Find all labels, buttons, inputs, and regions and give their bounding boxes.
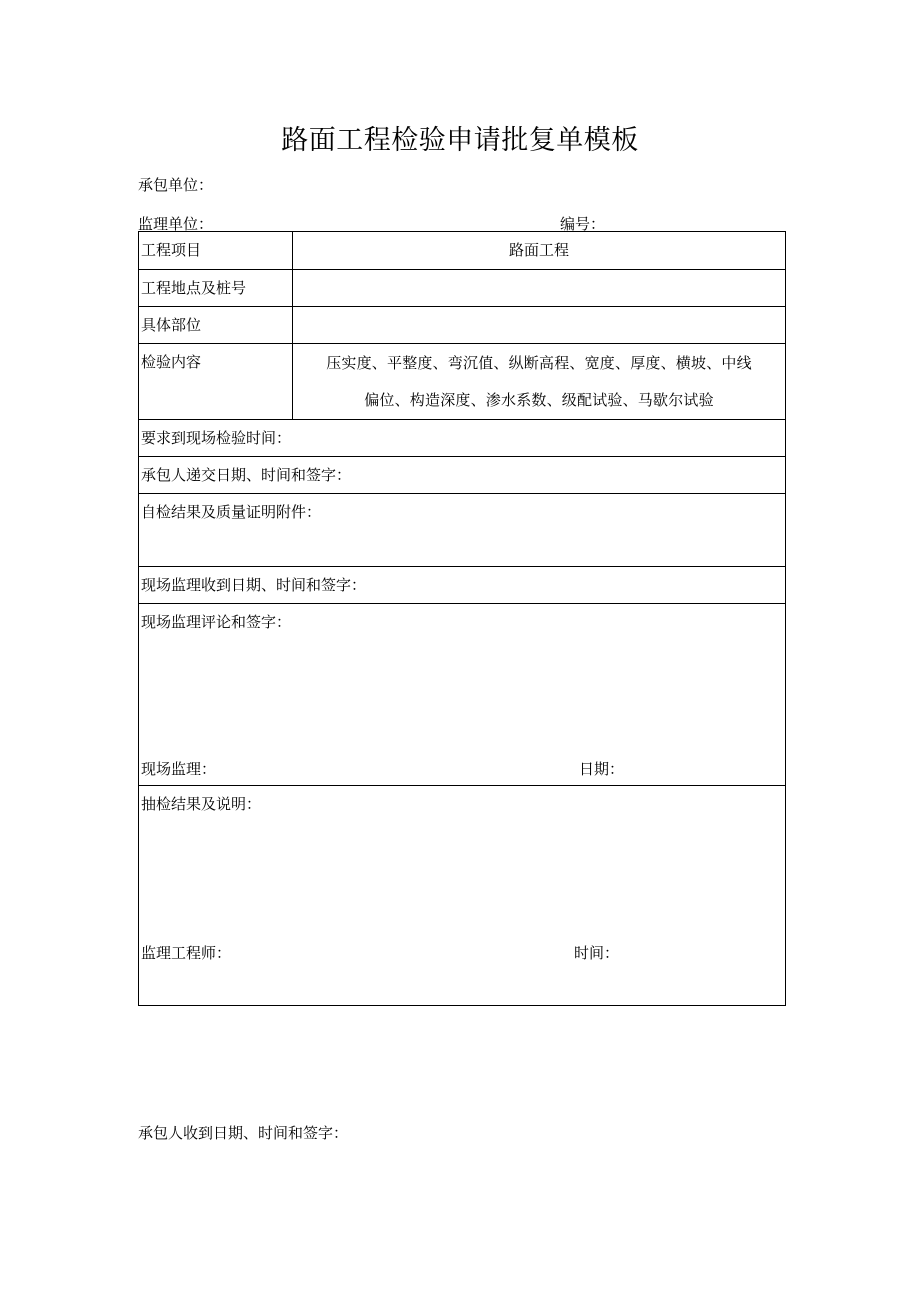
supervisor-unit-label: 监理单位：: [138, 215, 214, 233]
required-time-label: 要求到现场检验时间：: [139, 420, 786, 457]
site-supervisor-label: 现场监理：: [141, 760, 217, 778]
location-label: 工程地点及桩号: [139, 270, 293, 307]
site-comment-cell: [139, 604, 786, 786]
row-self-check: [139, 494, 786, 567]
submit-label: 承包人递交日期、时间和签字：: [139, 457, 786, 494]
part-value-field[interactable]: [293, 307, 786, 344]
row-part: [139, 307, 786, 344]
row-submit: [139, 457, 786, 494]
row-spot-check: [139, 786, 786, 1006]
engineer-label: 监理工程师：: [141, 944, 232, 962]
engineer-time-label: 时间：: [574, 944, 620, 962]
row-site-comment: [139, 604, 786, 786]
row-content: [139, 344, 786, 420]
content-label: 检验内容: [139, 344, 293, 420]
page-title: 路面工程检验申请批复单模板: [281, 125, 639, 156]
spot-check-cell: [139, 786, 786, 1006]
content-value: [293, 344, 786, 420]
form-number-label: 编号：: [560, 215, 606, 233]
spot-check-label: 抽检结果及说明：: [141, 795, 262, 813]
location-value-field[interactable]: [293, 270, 786, 307]
part-label: 具体部位: [139, 307, 293, 344]
site-date-label: 日期：: [579, 760, 625, 778]
row-project: [139, 232, 786, 270]
project-value: 路面工程: [293, 232, 786, 270]
row-location: [139, 270, 786, 307]
content-value-line2: 偏位、构造深度、渗水系数、级配试验、马歇尔试验: [364, 391, 714, 409]
content-value-line1: 压实度、平整度、弯沉值、纵断高程、宽度、厚度、横坡、中线: [326, 354, 752, 372]
project-label: 工程项目: [139, 232, 293, 270]
contractor-unit-label: 承包单位：: [138, 176, 214, 194]
self-check-label: 自检结果及质量证明附件：: [139, 494, 786, 567]
row-site-received: [139, 567, 786, 604]
row-required-time: [139, 420, 786, 457]
inspection-form-table: [138, 231, 786, 1006]
site-comment-label: 现场监理评论和签字：: [141, 613, 292, 631]
site-received-label: 现场监理收到日期、时间和签字：: [139, 567, 786, 604]
contractor-received-label: 承包人收到日期、时间和签字：: [138, 1124, 349, 1142]
